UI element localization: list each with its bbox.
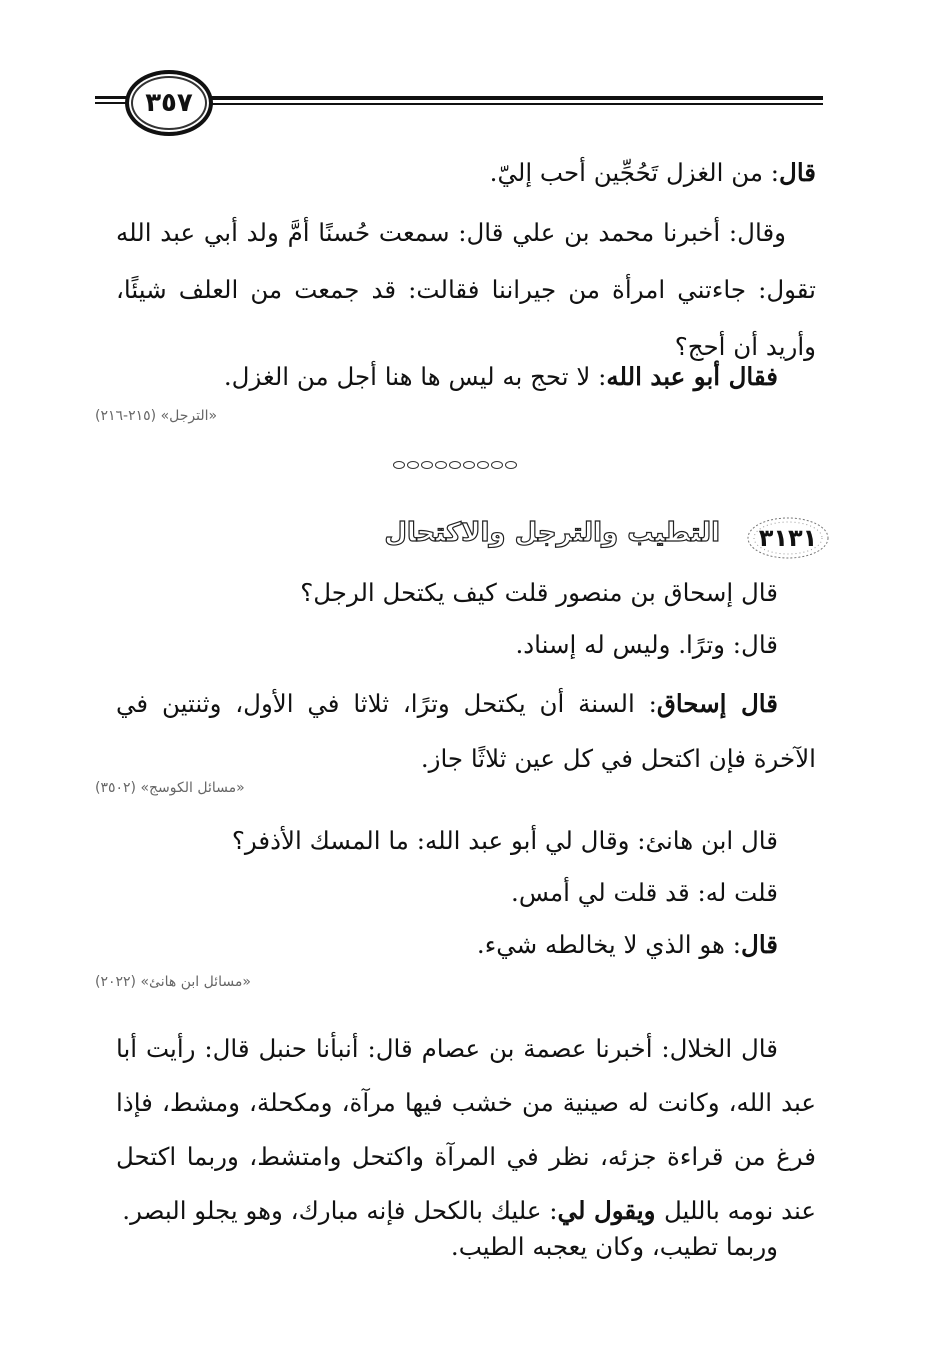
section-number-badge [746, 516, 830, 560]
text-line: قال ابن هانئ: وقال لي أبو عبد الله: ما المسك الأذفر؟ [231, 826, 778, 855]
emphasis-text: ويقول لي [557, 1196, 664, 1225]
line-text: : هو الذي لا يخالطه شيء. [476, 930, 742, 959]
speaker-label: قال [779, 158, 816, 187]
line-text: : من الغزل تَحُجِّين أحب إليّ. [489, 158, 780, 187]
paragraph [116, 1022, 816, 1238]
speaker-label: قال إسحاق [656, 689, 778, 718]
text-line: وربما تطيب، وكان يعجبه الطيب. [450, 1232, 778, 1261]
page-number: ٣٥٧ [145, 88, 193, 118]
paragraph: وقال: أخبرنا محمد بن علي قال: سمعت حُسنًا أمَّ ولد أبي عبد الله تقول: جاءتني امرأة من جيراننا فقالت: قد جمعت من العلف شيئًا، وأريد أن أحج؟ [116, 218, 816, 361]
page-header [95, 70, 823, 130]
speaker-label: قال [741, 930, 778, 959]
text-line: قال إسحاق بن منصور قلت كيف يكتحل الرجل؟ [300, 578, 778, 607]
section-number: ٣١٣١ [758, 524, 818, 552]
source-reference: «الترجل» (٢١٥-٢١٦) [95, 408, 218, 424]
header-rule [175, 96, 823, 100]
paragraph-text: قال الخلال: أخبرنا عصمة بن عصام قال: أنبأنا حنبل قال: رأيت أبا عبد الله، وكانت له صينية من خشب فيها مرآة، ومكحلة، ومشط، فإذا فرغ من قراءة جزئه، نظر في المرآة واكتحل وامتشط، وربما اكتحل عند نومه بالليل [116, 1034, 816, 1225]
paragraph-text: : عليك بالكحل فإنه مبارك، وهو يجلو البصر. [122, 1196, 558, 1225]
text-line: قال: وترًا. وليس له إسناد. [515, 630, 778, 659]
section-heading [290, 512, 830, 566]
line-text: : لا تحج به ليس ها هنا أجل من الغزل. [223, 362, 607, 391]
text-line [490, 158, 816, 187]
text-line: قلت له: قد قلت لي أمس. [511, 878, 778, 907]
source-reference: «مسائل ابن هانئ» (٢٠٢٢) [95, 974, 251, 990]
section-title: التطيب والترجل والاكتحال [384, 518, 720, 548]
speaker-label: فقال أبو عبد الله [606, 362, 778, 391]
header-rule-thin [175, 103, 823, 105]
section-divider-ornament [380, 458, 530, 472]
source-reference: «مسائل الكوسج» (٣٥٠٢) [95, 780, 245, 796]
text-line [477, 930, 778, 959]
text-line [224, 362, 778, 391]
page-number-medallion [125, 70, 213, 136]
paragraph-text: : السنة أن يكتحل وترًا، ثلاثا في الأول، وثنتين في الآخرة فإن اكتحل في كل عين ثلاثًا جاز. [116, 689, 816, 773]
paragraph [116, 676, 816, 786]
